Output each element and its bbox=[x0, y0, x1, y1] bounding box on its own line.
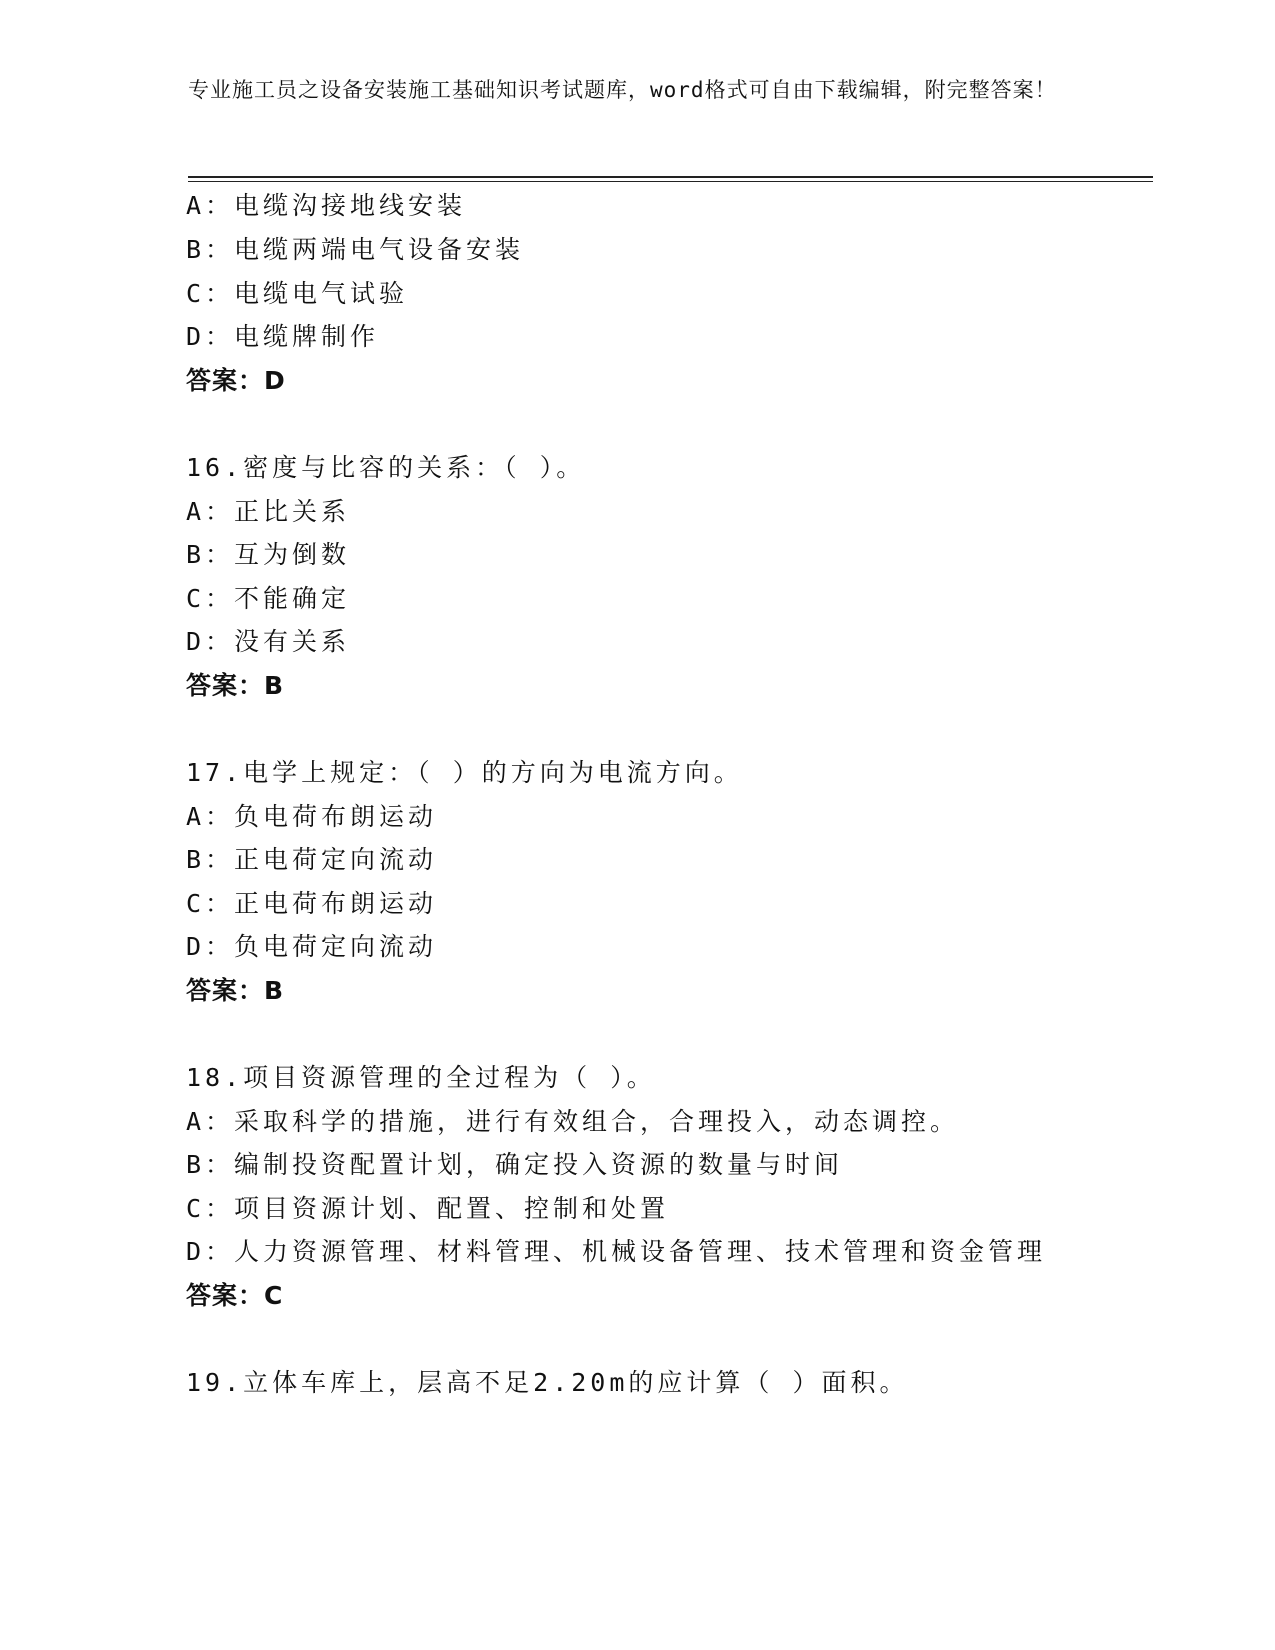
header-divider bbox=[188, 176, 1153, 178]
q17-answer: 答案：B bbox=[186, 976, 285, 1005]
q16-option-a: A：正比关系 bbox=[186, 497, 351, 526]
q19-question: 19.立体车库上，层高不足2.20m的应计算（ ）面积。 bbox=[186, 1368, 909, 1397]
q16-option-c: C：不能确定 bbox=[186, 584, 351, 613]
q18-option-c: C：项目资源计划、配置、控制和处置 bbox=[186, 1194, 670, 1223]
q18-option-d: D：人力资源管理、材料管理、机械设备管理、技术管理和资金管理 bbox=[186, 1237, 1047, 1266]
q18-option-a: A：采取科学的措施，进行有效组合，合理投入，动态调控。 bbox=[186, 1107, 960, 1136]
q18-answer: 答案：C bbox=[186, 1281, 284, 1310]
q16-question: 16.密度与比容的关系：（ ）。 bbox=[186, 453, 586, 482]
document-header: 专业施工员之设备安装施工基础知识考试题库，word格式可自由下载编辑，附完整答案！ bbox=[188, 78, 1057, 102]
q15-option-d: D：电缆牌制作 bbox=[186, 322, 380, 351]
header-divider-thin bbox=[188, 181, 1153, 182]
q17-option-a: A：负电荷布朗运动 bbox=[186, 802, 438, 831]
q17-option-b: B：正电荷定向流动 bbox=[186, 845, 438, 874]
q15-answer: 答案：D bbox=[186, 366, 286, 395]
q16-answer: 答案：B bbox=[186, 671, 285, 700]
q17-option-d: D：负电荷定向流动 bbox=[186, 932, 438, 961]
q15-option-a: A：电缆沟接地线安装 bbox=[186, 191, 467, 220]
q17-option-c: C：正电荷布朗运动 bbox=[186, 889, 438, 918]
q18-question: 18.项目资源管理的全过程为（ ）。 bbox=[186, 1063, 656, 1092]
q18-option-b: B：编制投资配置计划，确定投入资源的数量与时间 bbox=[186, 1150, 844, 1179]
q16-option-d: D：没有关系 bbox=[186, 627, 351, 656]
q17-question: 17.电学上规定：（ ）的方向为电流方向。 bbox=[186, 758, 743, 787]
q15-option-b: B：电缆两端电气设备安装 bbox=[186, 235, 525, 264]
q15-option-c: C：电缆电气试验 bbox=[186, 279, 409, 308]
q16-option-b: B：互为倒数 bbox=[186, 540, 351, 569]
